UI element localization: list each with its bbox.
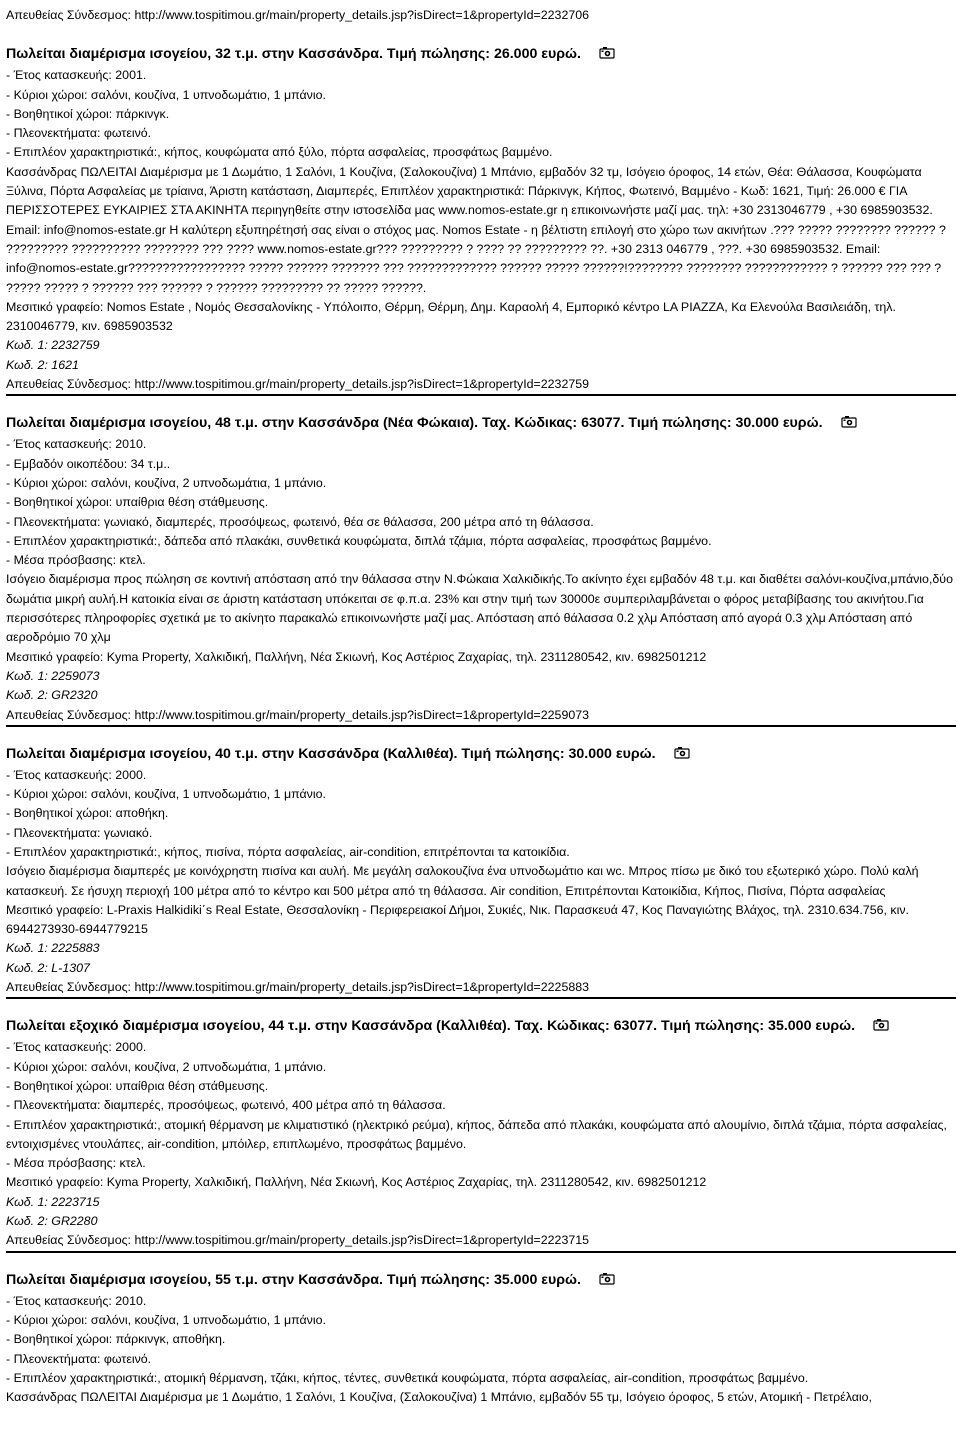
code-1: Κωδ. 1: 2225883 xyxy=(6,941,100,956)
description: Κασσάνδρας ΠΩΛΕΙΤΑΙ Διαμέρισμα με 1 Δωμάτιο, 1 Σαλόνι, 1 Κουζίνα, (Σαλοκουζίνα) 1 Μπάνιο, εμβαδόν 32 τμ, Ισόγειο όροφος, 14 ετών, Θέα: Θάλασσα, Κουφώματα Ξύλινα, Πόρτα Ασφαλείας με τρίαινα, Άριστη κατάσταση, Διαμπερές, Επιπλέον χαρακτηριστικά: Πάρκινγκ, Κήπος, Φωτεινό, Βαμμένο - Κωδ: 1621, Τιμή: 26.000 € ΓΙΑ ΠΕΡΙΣΣΟΤΕΡΕΣ ΕΥΚΑΙΡΙΕΣ ΣΤΑ ΑΚΙΝΗΤΑ περιηγηθείτε στην ιστοσελίδα μας www.nomos-estate.gr η επικοινωνήστε μαζί μας. τηλ: +30 2313046779 , +30 6985903532. Email: info@nomos-estate.gr Η καλύτερη εξυπηρέτησή σας είναι ο στόχος μας. Nomos Estate - η βέλτιστη επιλογή στο χώρο των ακινήτων .??? ????? ???????? ?????? ? ????????? ?????????? ???????? ??? ???? www.nomos-estate.gr??? ????????? ? ???? ?? ????????? ??. +30 2313 046779 , ???. +30 6985903532. Email: info@nomos-estate.gr????????????????? ????? ?????? ??????? ??? ????????????? ?????? ????? ??????!???????? ???????? ???????????? ? ?????? ??? ??? ? ????? ????? ? ?????? ??? ?????? ? ?????? ????????? ?? ????? ??????. xyxy=(6,164,946,295)
listing xyxy=(6,743,956,1000)
agency-info: Μεσιτικό γραφείο: Kyma Property, Χαλκιδική, Παλλήνη, Νέα Σκιωνή, Κος Αστέριος Ζαχαρίας, τηλ. 2311280542, κιν. 6982501212 xyxy=(6,649,707,664)
feature-line: - Πλεονεκτήματα: γωνιακό, διαμπερές, προσόψεως, φωτεινό, θέα σε θάλασσα, 200 μέτρα από τη θάλασσα. xyxy=(6,514,594,529)
code-2: Κωδ. 2: GR2320 xyxy=(6,688,98,703)
feature-line: - Κύριοι χώροι: σαλόνι, κουζίνα, 2 υπνοδωμάτια, 1 μπάνιο. xyxy=(6,475,327,490)
feature-line: - Έτος κατασκευής: 2001. xyxy=(6,68,147,83)
listing-title-text: Πωλείται διαμέρισμα ισογείου, 48 τ.μ. στην Κασσάνδρα (Νέα Φώκαια). Ταχ. Κώδικας: 63077. Τιμή πώλησης: 30.000 ευρώ. xyxy=(6,415,823,432)
agency-info: Μεσιτικό γραφείο: L-Praxis Halkidiki΄s Real Estate, Θεσσαλονίκη - Περιφερειακοί Δήμοι, Συκιές, Νικ. Παρασκευά 47, Κος Παναγιώτης Βλάχος, τηλ. 2310.634.756, κιν. 6944273930-6944779215 xyxy=(6,902,909,937)
code-2: Κωδ. 2: GR2280 xyxy=(6,1214,98,1229)
feature-line: - Επιπλέον χαρακτηριστικά:, ατομική θέρμανση, τζάκι, κήπος, τέντες, συνθετικά κουφώματα, πόρτα ασφαλείας, air-condition, προσφάτως βαμμένο. xyxy=(6,1370,809,1385)
feature-line: - Πλεονεκτήματα: φωτεινό. xyxy=(6,1351,152,1366)
direct-link[interactable]: Απευθείας Σύνδεσμος: http://www.tospitimou.gr/main/property_details.jsp?isDirect=1&propertyId=2223715 xyxy=(6,1233,590,1248)
feature-line: - Έτος κατασκευής: 2010. xyxy=(6,1293,147,1308)
document xyxy=(6,6,956,1423)
code-1: Κωδ. 1: 2232759 xyxy=(6,338,100,353)
feature-line: - Έτος κατασκευής: 2000. xyxy=(6,1040,147,1055)
feature-line: - Πλεονεκτήματα: φωτεινό. xyxy=(6,126,152,141)
agency-info: Μεσιτικό γραφείο: Kyma Property, Χαλκιδική, Παλλήνη, Νέα Σκιωνή, Κος Αστέριος Ζαχαρίας, τηλ. 2311280542, κιν. 6982501212 xyxy=(6,1175,707,1190)
listing-title xyxy=(6,43,956,65)
feature-line: - Βοηθητικοί χώροι: αποθήκη. xyxy=(6,806,169,821)
description: - Επιπλέον χαρακτηριστικά:, ατομική θέρμανση με κλιματιστικό (ηλεκτρικό ρεύμα), κήπος, δάπεδα από πλακάκι, κουφώματα από αλουμίνιο, διπλά τζάμια, πόρτα ασφαλείας, εντοιχισμένες ντουλάπες, air-condition, μπόιλερ, επιπλωμένο, προσφάτως βαμμένο. xyxy=(6,1117,947,1151)
listing xyxy=(6,412,956,726)
feature-line: - Κύριοι χώροι: σαλόνι, κουζίνα, 2 υπνοδωμάτια, 1 μπάνιο. xyxy=(6,1059,327,1074)
feature-line: - Μέσα πρόσβασης: κτελ. xyxy=(6,1156,146,1171)
feature-line: - Πλεονεκτήματα: γωνιακό. xyxy=(6,825,153,840)
code-1: Κωδ. 1: 2259073 xyxy=(6,668,100,683)
feature-line: - Επιπλέον χαρακτηριστικά:, κήπος, πισίνα, πόρτα ασφαλείας, air-condition, επιτρέπονται τα κατοικίδια. xyxy=(6,844,570,859)
direct-link[interactable]: Απευθείας Σύνδεσμος: http://www.tospitimou.gr/main/property_details.jsp?isDirect=1&propertyId=2232706 xyxy=(6,8,590,22)
feature-line: - Κύριοι χώροι: σαλόνι, κουζίνα, 1 υπνοδωμάτιο, 1 μπάνιο. xyxy=(6,1312,326,1327)
feature-line: - Επιπλέον χαρακτηριστικά:, κήπος, κουφώματα από ξύλο, πόρτα ασφαλείας, προσφάτως βαμμένο. xyxy=(6,145,553,160)
listing-title-text: Πωλείται διαμέρισμα ισογείου, 55 τ.μ. στην Κασσάνδρα. Τιμή πώλησης: 35.000 ευρώ. xyxy=(6,1271,581,1288)
listings xyxy=(6,43,956,1407)
description: Ισόγειο διαμέρισμα διαμπερές με κοινόχρηστη πισίνα και αυλή. Με μεγάλη σαλοκουζίνα ένα υπνοδωμάτιο και wc. Μπρος πίσω με δικό του εξωτερικό χώρο. Πολύ καλή κατασκευή. Σε ήσυχη περιοχή 100 μέτρα από το κέντρο και 500 μέτρα από τη θάλασσα. Air condition, Επιτρέπονται Κατοικίδια, Κήπος, Πισίνα, Πόρτα ασφαλείας xyxy=(6,864,919,898)
feature-line: - Βοηθητικοί χώροι: πάρκινγκ. xyxy=(6,106,170,121)
listing-title xyxy=(6,1015,956,1037)
listing xyxy=(6,43,956,396)
camera-icon[interactable] xyxy=(599,44,615,57)
feature-line: - Βοηθητικοί χώροι: υπαίθρια θέση στάθμευσης. xyxy=(6,495,269,510)
listing-title-text: Πωλείται διαμέρισμα ισογείου, 32 τ.μ. στην Κασσάνδρα. Τιμή πώλησης: 26.000 ευρώ. xyxy=(6,46,581,63)
feature-line: - Κύριοι χώροι: σαλόνι, κουζίνα, 1 υπνοδωμάτιο, 1 μπάνιο. xyxy=(6,787,326,802)
feature-line: - Βοηθητικοί χώροι: υπαίθρια θέση στάθμευσης. xyxy=(6,1078,269,1093)
listing-title-text: Πωλείται διαμέρισμα ισογείου, 40 τ.μ. στην Κασσάνδρα (Καλλιθέα). Τιμή πώλησης: 30.000 ευρώ. xyxy=(6,745,656,762)
feature-line: - Μέσα πρόσβασης: κτελ. xyxy=(6,553,146,568)
code-2: Κωδ. 2: 1621 xyxy=(6,357,79,372)
listing xyxy=(6,1269,956,1408)
direct-link[interactable]: Απευθείας Σύνδεσμος: http://www.tospitimou.gr/main/property_details.jsp?isDirect=1&propertyId=2232759 xyxy=(6,377,590,392)
feature-line: - Επιπλέον χαρακτηριστικά:, δάπεδα από πλακάκι, συνθετικά κουφώματα, διπλά τζάμια, πόρτα ασφαλείας, προσφάτως βαμμένο. xyxy=(6,533,712,548)
camera-icon[interactable] xyxy=(873,1016,889,1029)
listing xyxy=(6,1015,956,1252)
direct-link[interactable]: Απευθείας Σύνδεσμος: http://www.tospitimou.gr/main/property_details.jsp?isDirect=1&propertyId=2259073 xyxy=(6,707,590,722)
listing-title xyxy=(6,412,956,434)
direct-link[interactable]: Απευθείας Σύνδεσμος: http://www.tospitimou.gr/main/property_details.jsp?isDirect=1&propertyId=2225883 xyxy=(6,980,590,995)
listing-title xyxy=(6,743,956,765)
camera-icon[interactable] xyxy=(599,1270,615,1283)
feature-line: - Εμβαδόν οικοπέδου: 34 τ.μ.. xyxy=(6,456,171,471)
description: Ισόγειο διαμέρισμα προς πώληση σε κοντινή απόσταση από την θάλασσα στην Ν.Φώκαια Χαλκιδικής.Το ακίνητο έχει εμβαδόν 48 τ.μ. και διαθέτει σαλόνι-κουζίνα,μπάνιο,δύο δωμάτια μικρή αυλή.Η κατοικία είναι σε άριστη κατάσταση υπόκειται σε φ.π.α. 23% και στην τιμή των 30000ε συμπεριλαμβάνεται ο φόρος μεταβίβασης του ακινήτου.Για περισσότερες πληροφορίες σχετικά με το ακίνητο παρακαλώ επικοινωνήστε μαζί μας. Απόσταση από θάλασσα 0.2 χλμ Απόσταση από αγορά 0.3 χλμ Απόσταση από αεροδρόμιο 70 χλμ xyxy=(6,572,953,645)
feature-line: - Έτος κατασκευής: 2010. xyxy=(6,437,147,452)
feature-line: - Κύριοι χώροι: σαλόνι, κουζίνα, 1 υπνοδωμάτιο, 1 μπάνιο. xyxy=(6,87,326,102)
feature-line: - Πλεονεκτήματα: διαμπερές, προσόψεως, φωτεινό, 400 μέτρα από τη θάλασσα. xyxy=(6,1098,446,1113)
feature-line: - Βοηθητικοί χώροι: πάρκινγκ, αποθήκη. xyxy=(6,1332,226,1347)
listing-title-text: Πωλείται εξοχικό διαμέρισμα ισογείου, 44 τ.μ. στην Κασσάνδρα (Καλλιθέα). Ταχ. Κώδικας: 63077. Τιμή πώλησης: 35.000 ευρώ. xyxy=(6,1018,856,1035)
feature-line: - Έτος κατασκευής: 2000. xyxy=(6,767,147,782)
agency-info: Μεσιτικό γραφείο: Nomos Estate , Νομός Θεσσαλονίκης - Υπόλοιπο, Θέρμη, Θέρμη, Δημ. Καραολή 4, Εμπορικό κέντρο LA PIAZZA, Κα Ελενούλα Βασιλειάδη, τηλ. 2310046779, κιν. 6985903532 xyxy=(6,299,896,334)
camera-icon[interactable] xyxy=(841,413,857,426)
code-1: Κωδ. 1: 2223715 xyxy=(6,1194,100,1209)
code-2: Κωδ. 2: L-1307 xyxy=(6,960,90,975)
description: Κασσάνδρας ΠΩΛΕΙΤΑΙ Διαμέρισμα με 1 Δωμάτιο, 1 Σαλόνι, 1 Κουζίνα, (Σαλοκουζίνα) 1 Μπάνιο, εμβαδόν 55 τμ, Ισόγειο όροφος, 5 ετών, Ατομική - Πετρέλαιο, xyxy=(6,1390,872,1405)
camera-icon[interactable] xyxy=(674,744,690,757)
listing-title xyxy=(6,1269,956,1291)
